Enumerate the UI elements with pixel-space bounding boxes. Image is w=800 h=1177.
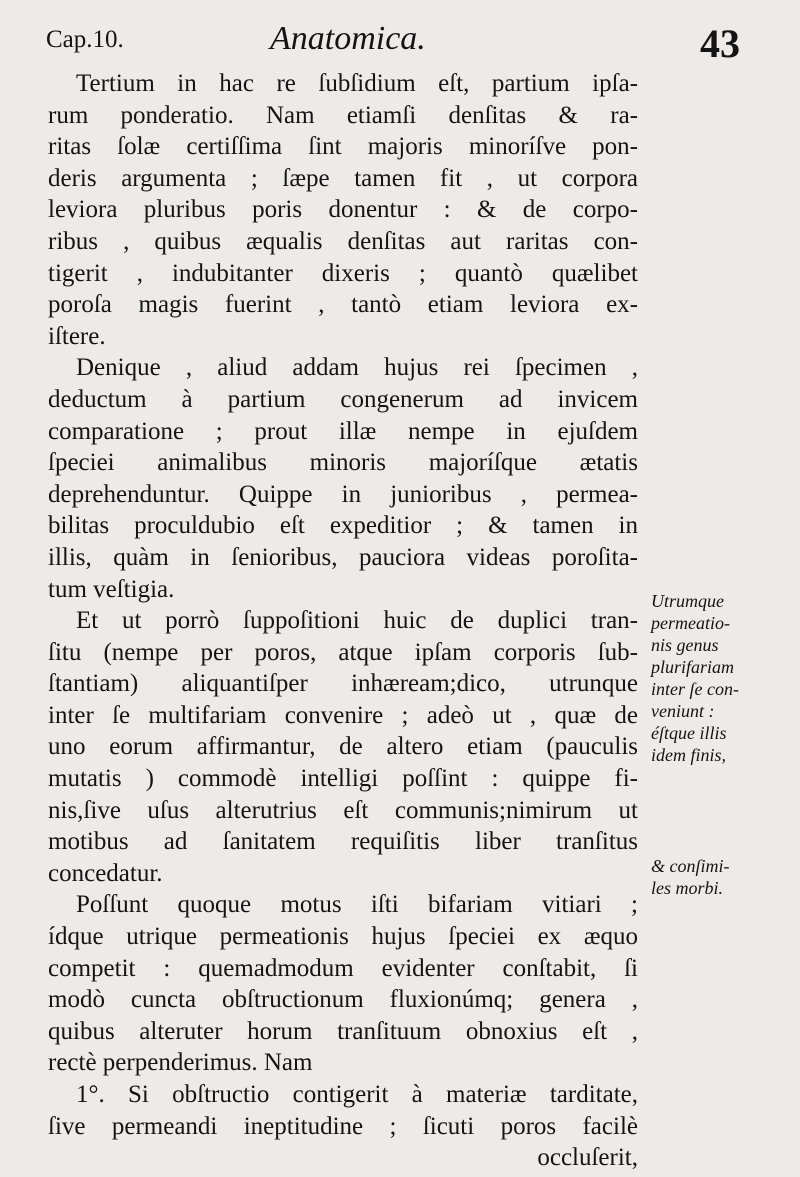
paragraph-obstructio [48,1079,638,1174]
text-line: modò cuncta obſtructionum fluxionúmq; genera , [48,986,638,1014]
text-line: Et ut porrò ſuppoſitioni huic de duplici tran- [76,607,638,635]
text-line: deprehenduntur. Quippe in junioribus , permea- [48,480,638,508]
text-line: uno eorum affirmantur, de altero etiam (pauculis [48,733,638,761]
text-line: nis,ſive uſus alterutrius eſt communis;nimirum ut [48,796,638,824]
text-line: ſpeciei animalibus minoris majoríſque ætatis [48,449,638,477]
paragraph-denique [48,352,638,605]
margin-note-line: idem finis, [651,745,726,765]
margin-note-line: permeatio- [651,613,730,633]
text-line: mutatis ) commodè intelligi poſſint : quippe fi- [48,765,638,793]
text-line: ritas ſolæ certiſſima ſint majoris minoríſve pon- [48,133,638,161]
text-line: rectè perpenderimus. Nam [48,1049,313,1077]
text-line: Poſſunt quoque motus iſti bifariam vitiari ; [76,891,638,919]
text-line: motibus ad ſanitatem requiſitis liber tranſitus [48,828,638,856]
text-line: ribus , quibus æqualis denſitas aut raritas con- [48,227,638,255]
text-line: iſtere. [48,322,106,350]
running-title: Anatomica. [270,20,426,57]
text-line: ſive permeandi ineptitudine ; ſicuti poros facilè [48,1112,638,1140]
text-line: 1°. Si obſtructio contigerit à materiæ tarditate, [76,1081,638,1108]
margin-note-line: inter ſe con- [651,679,739,699]
text-line: competit : quemadmodum evidenter conſtabit, ſi [48,954,638,982]
margin-note-line: plurifariam [651,657,735,677]
paragraph-possunt [48,889,638,1079]
text-line: Denique , aliud addam hujus rei ſpecimen , [76,354,638,382]
margin-note-consimiles [651,855,791,899]
main-text [48,68,638,1174]
margin-note-line: les morbi. [651,878,723,898]
margin-note-line: veniunt : [651,701,715,721]
margin-note-line: Utrumque [651,591,724,611]
paragraph-ponderatio [48,68,638,352]
text-line: occluſerit, [537,1144,638,1172]
text-line: inter ſe multifariam convenire ; adeò ut , quæ de [48,701,638,729]
text-line: ſitu (nempe per poros, atque ipſam corporis ſub- [48,638,638,666]
text-line: Tertium in hac re ſubſidium eſt, partium ipſa- [76,70,638,97]
text-line: quibus alteruter horum tranſituum obnoxius eſt , [48,1017,638,1045]
margin-note-line: & conſimi- [651,856,730,876]
text-line: ídque utrique permeationis hujus ſpeciei ex æquo [48,923,638,951]
text-line: poroſa magis fuerint , tantò etiam leviora ex- [48,291,638,319]
text-line: rum ponderatio. Nam etiamſi denſitas & ra- [48,101,638,129]
text-line: bilitas proculdubio eſt expeditior ; & tamen in [48,512,638,540]
text-line: deductum à partium congenerum ad invicem [48,385,638,413]
page-number: 43 [700,21,740,66]
margin-note-line: nis genus [651,635,719,655]
text-line: ſtantiam) aliquantiſper inhæream;dico, utrunque [48,670,638,698]
text-line: comparatione ; prout illæ nempe in ejuſdem [48,417,638,445]
text-line: illis, quàm in ſenioribus, pauciora videas poroſita- [48,543,638,571]
text-line: tigerit , indubitanter dixeris ; quantò quælibet [48,259,638,287]
running-header [0,18,800,68]
margin-note-utrumque [651,590,791,766]
text-line: leviora pluribus poris donentur : & de corpo- [48,196,638,224]
text-line: deris argumenta ; ſæpe tamen fit , ut corpora [48,164,638,192]
paragraph-suppositioni [48,605,638,889]
chapter-label: Cap.10. [46,26,124,53]
text-line: tum veſtigia. [48,575,175,603]
margin-note-line: éſtque illis [651,723,727,743]
text-line: concedatur. [48,859,163,887]
